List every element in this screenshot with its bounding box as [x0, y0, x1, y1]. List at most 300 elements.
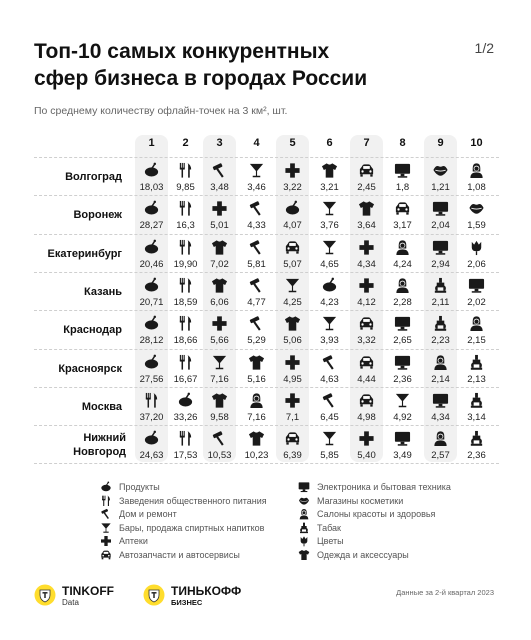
pharmacy-icon	[284, 392, 301, 409]
auto-icon	[358, 392, 375, 409]
auto-icon	[358, 315, 375, 332]
rank-header: 5	[289, 137, 296, 149]
table-cell	[384, 392, 422, 423]
table-cell	[458, 162, 496, 193]
rank-header: 10	[470, 137, 483, 149]
table-cell	[238, 162, 276, 193]
table-cell	[348, 239, 386, 270]
tobacco-icon	[432, 277, 449, 294]
cell-value: 4,34	[357, 258, 376, 270]
beauty-icon	[298, 508, 310, 520]
food-icon	[177, 200, 194, 217]
table-cell	[348, 430, 386, 461]
pharmacy-icon	[211, 315, 228, 332]
table-cell	[422, 200, 460, 231]
tobacco-icon	[468, 430, 485, 447]
row-separator	[34, 349, 499, 350]
table-cell	[311, 315, 349, 346]
legend-label: Магазины косметики	[317, 495, 404, 506]
table-cell	[311, 430, 349, 461]
table-cell	[422, 239, 460, 270]
table-cell	[311, 392, 349, 423]
pharmacy-icon	[100, 535, 112, 547]
row-separator	[34, 387, 499, 388]
cell-value: 7,16	[247, 411, 266, 423]
bars-icon	[321, 430, 338, 447]
table-cell	[167, 277, 205, 308]
table-cell	[274, 200, 312, 231]
table-cell	[201, 239, 239, 270]
cell-value: 3,76	[320, 220, 339, 232]
table-cell	[422, 315, 460, 346]
table-cell	[201, 392, 239, 423]
repair-icon	[321, 392, 338, 409]
clothing-icon	[321, 162, 338, 179]
table-cell	[167, 315, 205, 346]
table-cell	[133, 277, 171, 308]
city-label: Краснодар	[63, 324, 122, 337]
tobacco-icon	[298, 522, 310, 534]
table-cell	[133, 200, 171, 231]
table-cell	[133, 392, 171, 423]
products-icon	[143, 430, 160, 447]
table-cell	[167, 392, 205, 423]
table-cell	[133, 354, 171, 385]
beauty-icon	[432, 430, 449, 447]
rank-header: 7	[363, 137, 370, 149]
tobacco-icon	[432, 315, 449, 332]
electronics-icon	[432, 239, 449, 256]
cell-value: 1,21	[431, 182, 450, 193]
cosmetics-icon	[432, 162, 449, 179]
cell-value: 2,14	[431, 373, 450, 385]
cell-value: 5,16	[247, 373, 266, 385]
table-cell	[167, 354, 205, 385]
cell-value: 6,06	[210, 296, 229, 308]
bars-icon	[284, 277, 301, 294]
table-cell	[311, 239, 349, 270]
cell-value: 33,26	[173, 411, 198, 423]
products-icon	[284, 200, 301, 217]
repair-icon	[248, 200, 265, 217]
page-title	[34, 38, 434, 92]
electronics-icon	[298, 481, 310, 493]
table-cell	[238, 354, 276, 385]
cell-value: 5,40	[357, 450, 376, 462]
rank-header: 4	[253, 137, 260, 149]
title-line-2: сфер бизнеса в городах России	[34, 67, 368, 90]
flowers-icon	[468, 239, 485, 256]
city-label: Воронеж	[73, 209, 122, 222]
food-icon	[177, 162, 194, 179]
pharmacy-icon	[284, 354, 301, 371]
logo1-sub: Data	[62, 598, 79, 607]
legend-label: Электроника и бытовая техника	[317, 482, 451, 492]
clothing-icon	[211, 392, 228, 409]
row-separator	[34, 157, 499, 158]
cell-value: 4,98	[357, 411, 376, 423]
city-label: Казань	[84, 285, 122, 298]
cell-value: 4,34	[431, 411, 450, 423]
repair-icon	[248, 277, 265, 294]
legend-label: Заведения общественного питания	[119, 495, 267, 506]
cosmetics-icon	[298, 495, 310, 507]
clothing-icon	[248, 354, 265, 371]
cell-value: 2,13	[467, 373, 486, 385]
table-cell	[201, 200, 239, 231]
products-icon	[143, 239, 160, 256]
cell-value: 18,66	[173, 335, 198, 347]
legend-label: Аптеки	[119, 536, 148, 546]
bars-icon	[321, 200, 338, 217]
row-separator	[34, 272, 499, 273]
cell-value: 6,45	[320, 411, 339, 423]
clothing-icon	[298, 549, 310, 561]
cell-value: 7,16	[210, 373, 229, 385]
cell-value: 5,06	[283, 335, 302, 347]
cell-value: 4,33	[247, 220, 266, 232]
products-icon	[143, 200, 160, 217]
table-cell	[274, 277, 312, 308]
cell-value: 2,04	[431, 220, 450, 232]
cell-value: 1,08	[467, 182, 486, 193]
cell-value: 2,65	[393, 335, 412, 347]
cell-value: 2,11	[431, 296, 450, 308]
row-separator	[34, 463, 499, 464]
table-cell	[274, 315, 312, 346]
cell-value: 4,24	[393, 258, 412, 270]
bars-icon	[248, 162, 265, 179]
row-separator	[34, 195, 499, 196]
table-cell	[274, 239, 312, 270]
repair-icon	[211, 430, 228, 447]
beauty-icon	[394, 277, 411, 294]
cell-value: 1,8	[395, 182, 410, 193]
table-cell	[167, 162, 205, 193]
auto-icon	[284, 430, 301, 447]
auto-icon	[358, 162, 375, 179]
electronics-icon	[394, 354, 411, 371]
cell-value: 2,94	[431, 258, 450, 270]
pharmacy-icon	[358, 277, 375, 294]
cell-value: 3,64	[357, 220, 376, 232]
city-label: Нижний Новгород	[73, 432, 126, 459]
cell-value: 4,07	[283, 220, 302, 232]
food-icon	[177, 354, 194, 371]
beauty-icon	[432, 354, 449, 371]
tobacco-icon	[468, 354, 485, 371]
table-cell	[348, 392, 386, 423]
table-cell	[167, 430, 205, 461]
cell-value: 9,58	[210, 411, 229, 423]
bars-icon	[211, 354, 228, 371]
cell-value: 20,71	[139, 296, 164, 308]
data-period-note: Данные за 2-й квартал 2023	[396, 588, 494, 597]
cell-value: 2,15	[467, 335, 486, 347]
table-cell	[311, 200, 349, 231]
clothing-icon	[358, 200, 375, 217]
table-cell	[458, 277, 496, 308]
products-icon	[143, 354, 160, 371]
products-icon	[143, 277, 160, 294]
table-cell	[274, 430, 312, 461]
table-cell	[384, 162, 422, 193]
table-cell	[201, 315, 239, 346]
pharmacy-icon	[358, 430, 375, 447]
table-cell	[133, 430, 171, 461]
chart-subtitle: По среднему количеству офлайн-точек на 3 км², шт.	[34, 105, 288, 117]
cell-value: 3,32	[357, 335, 376, 347]
beauty-icon	[468, 315, 485, 332]
legend-label: Цветы	[317, 536, 344, 546]
city-label: Екатеринбург	[47, 247, 122, 260]
rank-header: 1	[148, 137, 155, 149]
cell-value: 5,85	[320, 450, 339, 462]
legend-label: Табак	[317, 522, 341, 533]
cell-value: 19,90	[173, 258, 198, 270]
auto-icon	[284, 239, 301, 256]
legend-label: Салоны красоты и здоровья	[317, 509, 436, 519]
cell-value: 18,59	[173, 296, 198, 308]
cell-value: 2,06	[467, 258, 486, 270]
cell-value: 10,23	[244, 450, 269, 462]
bars-icon	[321, 239, 338, 256]
cell-value: 18,03	[139, 182, 164, 193]
table-cell	[384, 239, 422, 270]
city-label: Волгоград	[65, 171, 122, 183]
food-icon	[177, 315, 194, 332]
table-cell	[422, 277, 460, 308]
cell-value: 3,21	[320, 182, 339, 193]
table-cell	[201, 354, 239, 385]
table-cell	[458, 200, 496, 231]
electronics-icon	[394, 430, 411, 447]
food-icon	[177, 239, 194, 256]
products-icon	[100, 481, 112, 493]
table-cell	[458, 239, 496, 270]
table-cell	[274, 392, 312, 423]
clothing-icon	[248, 430, 265, 447]
table-cell	[348, 162, 386, 193]
cell-value: 28,12	[139, 335, 164, 347]
table-cell	[384, 430, 422, 461]
table-cell	[238, 315, 276, 346]
cell-value: 2,23	[431, 335, 450, 347]
table-cell	[458, 354, 496, 385]
page-indicator: 1/2	[474, 40, 494, 56]
cell-value: 4,95	[283, 373, 302, 385]
logo1-name: TINKOFF	[62, 584, 114, 598]
flowers-icon	[298, 535, 310, 547]
table-cell	[201, 162, 239, 193]
table-cell	[167, 200, 205, 231]
cell-value: 9,85	[176, 182, 195, 193]
table-cell	[348, 200, 386, 231]
title-line-1: Топ-10 самых конкурентных	[34, 40, 330, 63]
row-separator	[34, 310, 499, 311]
auto-icon	[100, 549, 112, 561]
rank-header: 8	[399, 137, 406, 149]
cell-value: 3,22	[283, 182, 302, 193]
food-icon	[177, 430, 194, 447]
table-cell	[348, 315, 386, 346]
table-cell	[238, 392, 276, 423]
table-cell	[238, 200, 276, 231]
table-cell	[133, 162, 171, 193]
legend-label: Продукты	[119, 482, 160, 492]
cell-value: 5,66	[210, 335, 229, 347]
table-cell	[201, 430, 239, 461]
cell-value: 4,44	[357, 373, 376, 385]
auto-icon	[358, 354, 375, 371]
table-cell	[458, 430, 496, 461]
cell-value: 5,29	[247, 335, 266, 347]
cell-value: 4,23	[320, 296, 339, 308]
bars-icon	[321, 315, 338, 332]
cell-value: 4,92	[393, 411, 412, 423]
cell-value: 16,67	[173, 373, 198, 385]
cell-value: 3,49	[393, 450, 412, 462]
legend-label: Бары, продажа спиртных напитков	[119, 522, 265, 533]
table-cell	[274, 354, 312, 385]
pharmacy-icon	[211, 200, 228, 217]
cell-value: 28,27	[139, 220, 164, 232]
rank-header: 3	[216, 137, 223, 149]
table-cell	[422, 392, 460, 423]
cell-value: 5,81	[247, 258, 266, 270]
cell-value: 2,36	[467, 450, 486, 462]
cell-value: 4,63	[320, 373, 339, 385]
legend-label: Одежда и аксессуары	[317, 549, 409, 560]
logo2-sub: БИЗНЕС	[171, 598, 203, 607]
table-cell	[458, 392, 496, 423]
table-cell	[238, 239, 276, 270]
bars-icon	[100, 522, 112, 534]
food-icon	[143, 392, 160, 409]
auto-icon	[394, 200, 411, 217]
cell-value: 37,20	[139, 411, 164, 423]
table-cell	[133, 239, 171, 270]
electronics-icon	[468, 277, 485, 294]
products-icon	[143, 315, 160, 332]
rank-header: 6	[326, 137, 333, 149]
table-cell	[311, 354, 349, 385]
tinkoff-shield-icon	[143, 584, 165, 606]
beauty-icon	[248, 392, 265, 409]
products-icon	[143, 162, 160, 179]
clothing-icon	[211, 277, 228, 294]
table-cell	[133, 315, 171, 346]
table-cell	[458, 315, 496, 346]
food-icon	[177, 277, 194, 294]
electronics-icon	[394, 315, 411, 332]
cell-value: 1,59	[467, 220, 486, 232]
table-cell	[384, 200, 422, 231]
repair-icon	[248, 239, 265, 256]
logo2-name: ТИНЬКОФФ	[171, 584, 242, 598]
cell-value: 5,01	[210, 220, 229, 232]
cell-value: 7,1	[285, 411, 300, 423]
electronics-icon	[394, 162, 411, 179]
cell-value: 24,63	[139, 450, 164, 462]
repair-icon	[321, 354, 338, 371]
clothing-icon	[284, 315, 301, 332]
beauty-icon	[394, 239, 411, 256]
food-icon	[100, 495, 112, 507]
electronics-icon	[432, 392, 449, 409]
row-separator	[34, 425, 499, 426]
legend-label: Дом и ремонт	[119, 509, 177, 519]
cell-value: 17,53	[173, 450, 198, 462]
table-cell	[422, 162, 460, 193]
rank-header: 9	[437, 137, 444, 149]
table-cell	[238, 277, 276, 308]
products-icon	[321, 277, 338, 294]
cell-value: 6,39	[283, 450, 302, 462]
cell-value: 2,28	[393, 296, 412, 308]
cell-value: 20,46	[139, 258, 164, 270]
tobacco-icon	[468, 392, 485, 409]
cell-value: 2,57	[431, 450, 450, 462]
table-cell	[201, 277, 239, 308]
cosmetics-icon	[468, 200, 485, 217]
repair-icon	[248, 315, 265, 332]
bars-icon	[394, 392, 411, 409]
cell-value: 16,3	[176, 220, 195, 232]
cell-value: 7,02	[210, 258, 229, 270]
legend-label: Автозапчасти и автосервисы	[119, 549, 240, 560]
cell-value: 4,65	[320, 258, 339, 270]
cell-value: 3,17	[393, 220, 412, 232]
table-cell	[384, 315, 422, 346]
table-cell	[274, 162, 312, 193]
cell-value: 2,45	[357, 182, 376, 193]
table-cell	[311, 162, 349, 193]
cell-value: 4,25	[283, 296, 302, 308]
table-cell	[167, 239, 205, 270]
pharmacy-icon	[358, 239, 375, 256]
table-cell	[384, 354, 422, 385]
clothing-icon	[211, 239, 228, 256]
city-label: Красноярск	[58, 362, 122, 375]
tinkoff-shield-icon	[34, 584, 56, 606]
rank-header: 2	[182, 137, 189, 149]
repair-icon	[100, 508, 112, 520]
repair-icon	[211, 162, 228, 179]
table-cell	[422, 354, 460, 385]
table-cell	[422, 430, 460, 461]
cell-value: 3,14	[467, 411, 486, 423]
pharmacy-icon	[284, 162, 301, 179]
city-label: Москва	[81, 400, 122, 413]
table-cell	[384, 277, 422, 308]
table-cell	[348, 354, 386, 385]
cell-value: 5,07	[283, 258, 302, 270]
table-cell	[311, 277, 349, 308]
cell-value: 2,02	[467, 296, 486, 308]
electronics-icon	[432, 200, 449, 217]
cell-value: 3,46	[247, 182, 266, 193]
cell-value: 3,93	[320, 335, 339, 347]
cell-value: 10,53	[207, 450, 232, 462]
table-cell	[348, 277, 386, 308]
cell-value: 2,36	[393, 373, 412, 385]
cell-value: 27,56	[139, 373, 164, 385]
cell-value: 4,12	[357, 296, 376, 308]
cell-value: 4,77	[247, 296, 266, 308]
cell-value: 3,48	[210, 182, 229, 193]
beauty-icon	[468, 162, 485, 179]
